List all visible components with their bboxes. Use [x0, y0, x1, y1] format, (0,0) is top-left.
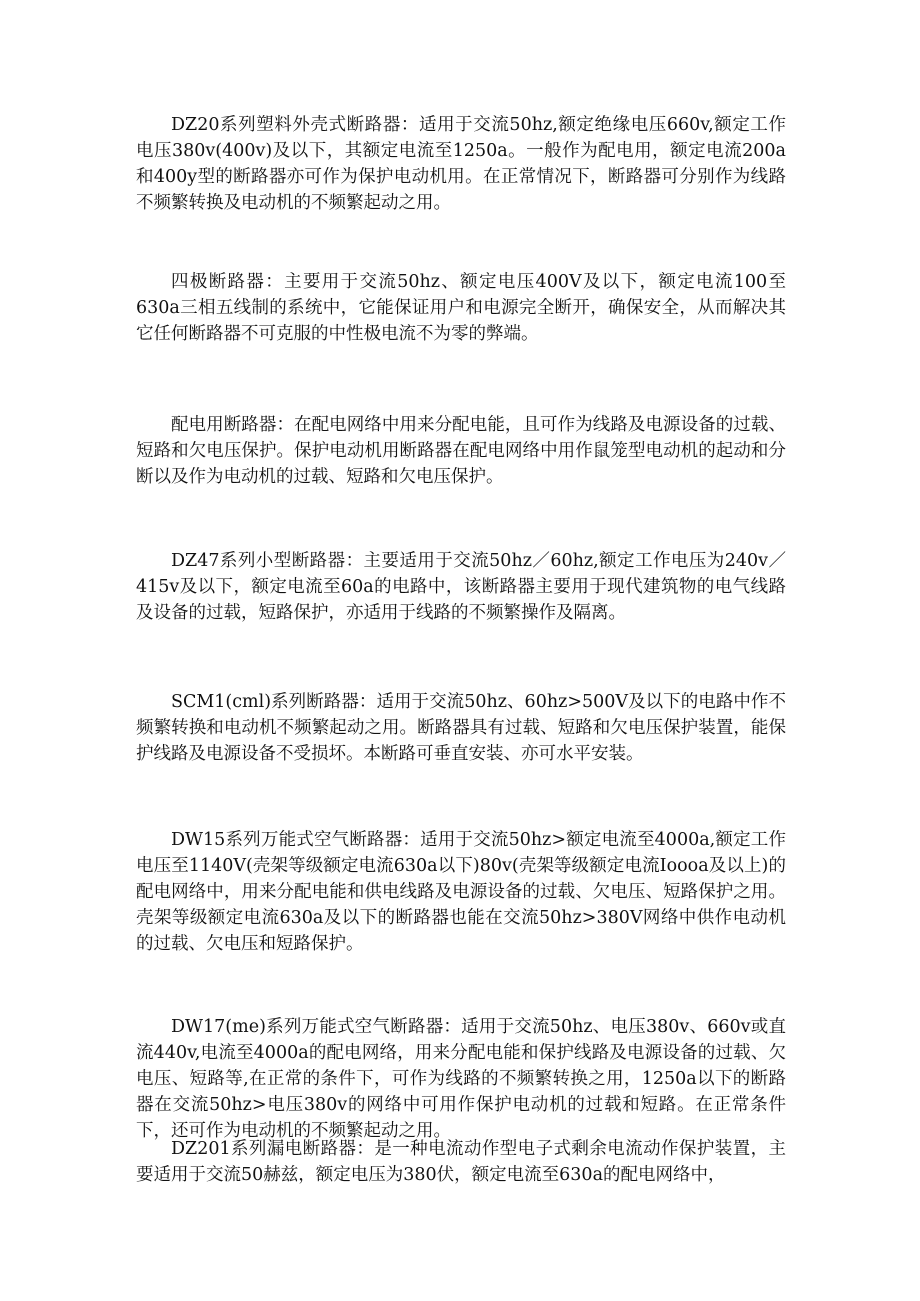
paragraph-dz201: DZ201系列漏电断路器：是一种电流动作型电子式剩余电流动作保护装置，主要适用于交流50赫兹，额定电压为380伏，额定电流至630a的配电网络中， [136, 1139, 786, 1185]
paragraph-scm1: SCM1(cml)系列断路器：适用于交流50hz、60hz>500V及以下的电路中作不频繁转换和电动机不频繁起动之用。断路器具有过载、短路和欠电压保护装置，能保护线路及电源设备不受损坏。本断路可垂直安装、亦可水平安装。 [136, 692, 786, 764]
paragraph-dz20: DZ20系列塑料外壳式断路器：适用于交流50hz,额定绝缘电压660v,额定工作电压380v(400v)及以下，其额定电流至1250a。一般作为配电用，额定电流200a和400y型的断路器亦可作为保护电动机用。在正常情况下，断路器可分别作为线路不频繁转换及电动机的不频繁起动之用。 [136, 115, 786, 213]
paragraph-dz47: DZ47系列小型断路器：主要适用于交流50hz／60hz,额定工作电压为240v／415v及以下，额定电流至60a的电路中，该断路器主要用于现代建筑物的电气线路及设备的过载，短路保护，亦适用于线路的不频繁操作及隔离。 [136, 551, 786, 623]
paragraph-dw15: DW15系列万能式空气断路器：适用于交流50hz>额定电流至4000a,额定工作电压至1140V(壳架等级额定电流630a以下)80v(壳架等级额定电流Ioooa及以上)的配电网络中，用来分配电能和供电线路及电源设备的过载、欠电压、短路保护之用。壳架等级额定电流630a及以下的断路器也能在交流50hz>380V网络中供作电动机的过载、欠电压和短路保护。 [136, 830, 786, 954]
paragraph-distribution-breaker: 配电用断路器：在配电网络中用来分配电能，且可作为线路及电源设备的过载、短路和欠电压保护。保护电动机用断路器在配电网络中用作鼠笼型电动机的起动和分断以及作为电动机的过载、短路和欠电压保护。 [136, 415, 786, 487]
paragraph-four-pole-breaker: 四极断路器：主要用于交流50hz、额定电压400V及以下，额定电流100至630a三相五线制的系统中，它能保证用户和电源完全断开，确保安全，从而解决其它任何断路器不可克服的中性极电流不为零的弊端。 [136, 272, 786, 344]
paragraph-dw17: DW17(me)系列万能式空气断路器：适用于交流50hz、电压380v、660v或直流440v,电流至4000a的配电网络，用来分配电能和保护线路及电源设备的过载、欠电压、短路等,在正常的条件下，可作为线路的不频繁转换之用，1250a以下的断路器在交流50hz>电压380v的网络中可用作保护电动机的过载和短路。在正常条件下，还可作为电动机的不频繁起动之用。 [136, 1017, 786, 1141]
